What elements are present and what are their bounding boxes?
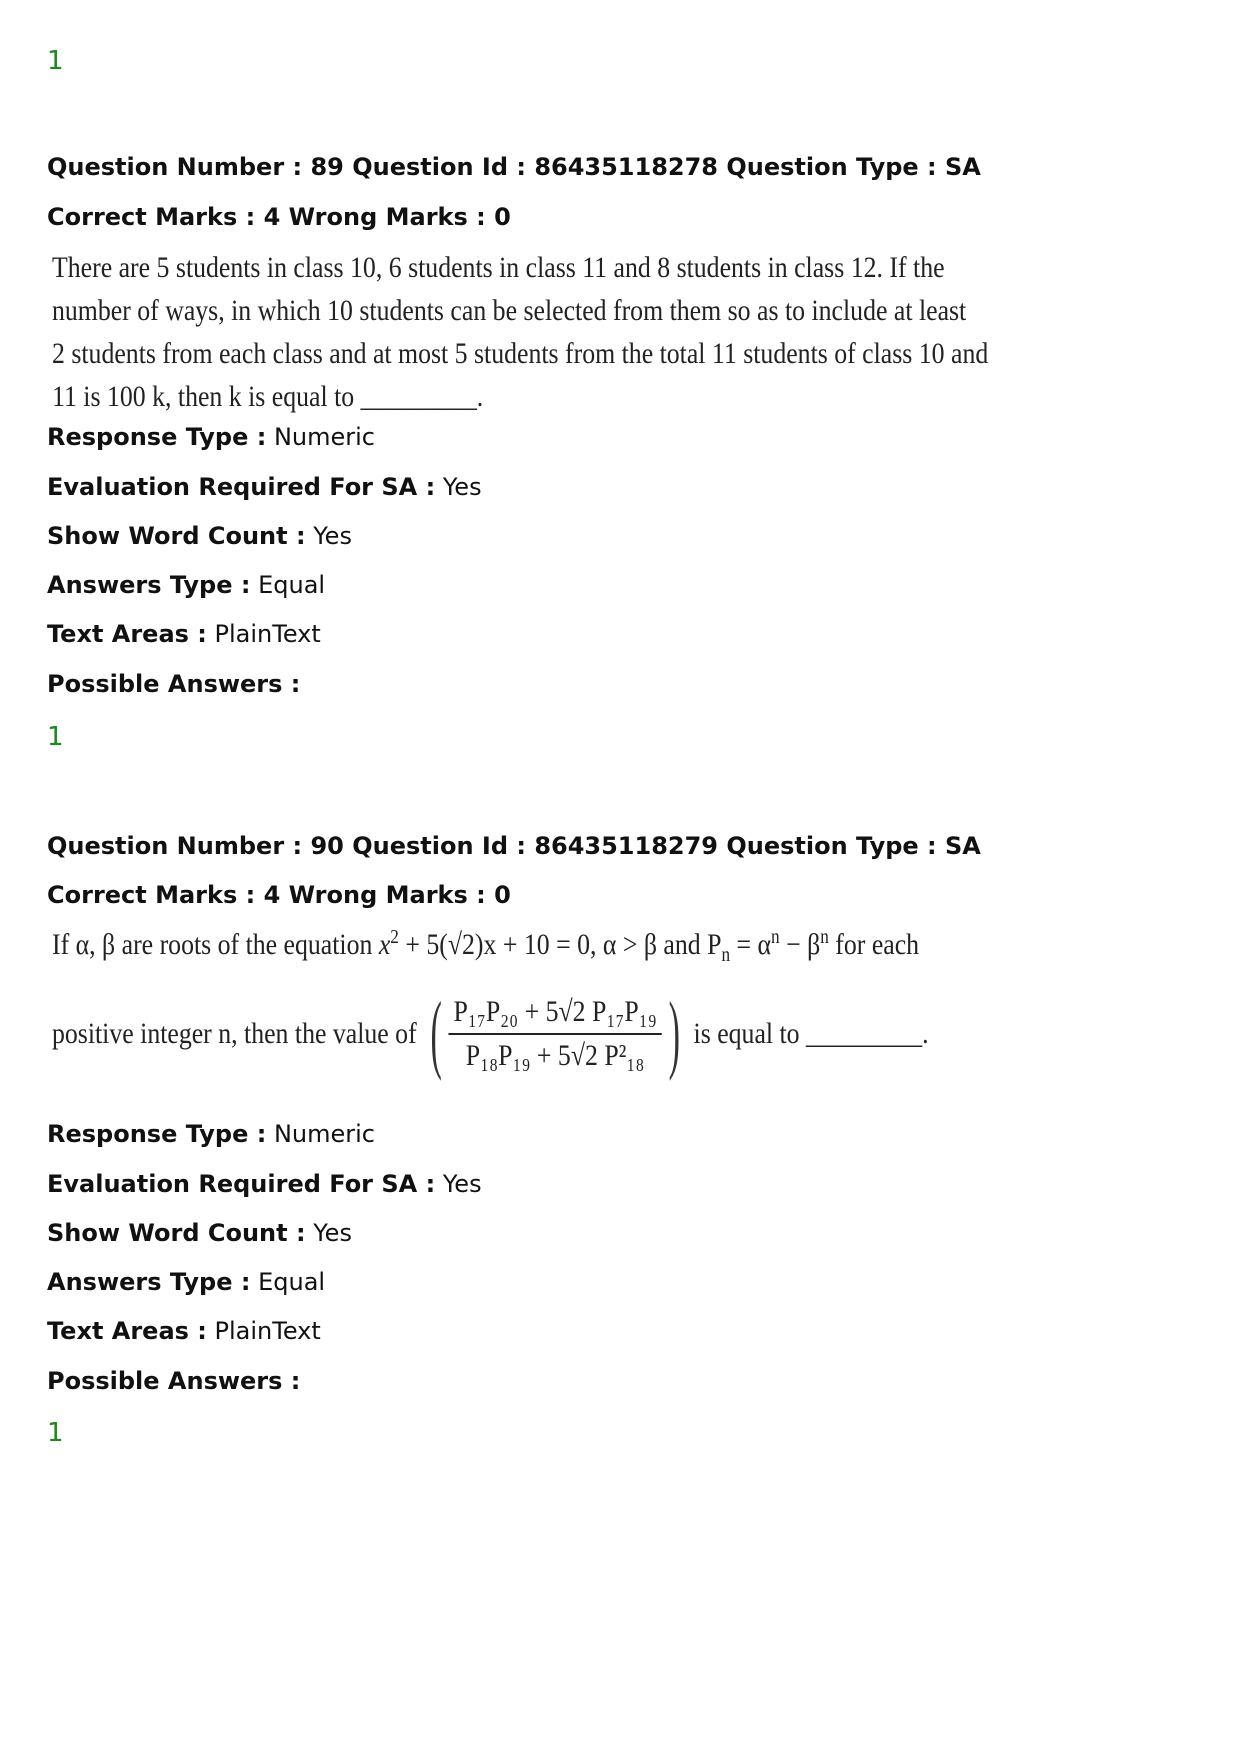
question-text-line: number of ways, in which 10 students can be selected from them so as to include at least <box>52 294 967 327</box>
top-answer-number: 1 <box>47 46 64 76</box>
question-marks: Correct Marks : 4 Wrong Marks : 0 <box>47 881 511 909</box>
field-response-type: Response Type : Numeric <box>47 423 375 451</box>
field-show-word-count: Show Word Count : Yes <box>47 1219 352 1247</box>
question-header: Question Number : 89 Question Id : 86435118278 Question Type : SA <box>47 153 981 181</box>
field-response-type: Response Type : Numeric <box>47 1120 375 1148</box>
question-marks: Correct Marks : 4 Wrong Marks : 0 <box>47 203 511 231</box>
field-answers-type: Answers Type : Equal <box>47 1268 326 1296</box>
field-possible-answers: Possible Answers : <box>47 670 301 698</box>
fraction-numerator: P₁₇P₂₀ + 5√2 P₁₇P₁₉ <box>448 995 662 1035</box>
possible-answer-value: 1 <box>47 1418 64 1448</box>
question-text-line: There are 5 students in class 10, 6 students in class 11 and 8 students in class 12. If the <box>52 251 945 284</box>
fraction-denominator: P₁₈P₁₉ + 5√2 P²₁₈ <box>465 1039 645 1072</box>
field-text-areas: Text Areas : PlainText <box>47 620 321 648</box>
field-show-word-count: Show Word Count : Yes <box>47 522 352 550</box>
field-evaluation-required: Evaluation Required For SA : Yes <box>47 1170 482 1198</box>
possible-answer-value: 1 <box>47 722 64 752</box>
field-evaluation-required: Evaluation Required For SA : Yes <box>47 473 482 501</box>
question-text-line: 11 is 100 k, then k is equal to _________. <box>52 380 484 413</box>
question-text-image <box>52 246 988 418</box>
field-answers-type: Answers Type : Equal <box>47 571 326 599</box>
right-paren: ) <box>668 985 681 1082</box>
fraction <box>448 995 662 1073</box>
question-equation-line: If α, β are roots of the equation $x^2 + 5(√2)x + 10 = 0$, α > β and $P_n = \alpha^n - \beta^n$ for each <box>52 926 920 966</box>
question-text-line: 2 students from each class and at most 5 students from the total 11 students of class 10 and <box>52 337 989 370</box>
left-paren: ( <box>430 985 442 1082</box>
question-header: Question Number : 90 Question Id : 86435118279 Question Type : SA <box>47 832 981 860</box>
field-text-areas: Text Areas : PlainText <box>47 1317 321 1345</box>
field-possible-answers: Possible Answers : <box>47 1367 301 1395</box>
question-fraction-line: positive integer n, then the value of ( $\frac{\text{P₁₇P₂₀ + 5√2 P₁₇P₁₉}}{\text{P₁₈P₁₉ + 5√2 P²₁₈}}$ ) is equal to _________. <box>52 985 929 1082</box>
